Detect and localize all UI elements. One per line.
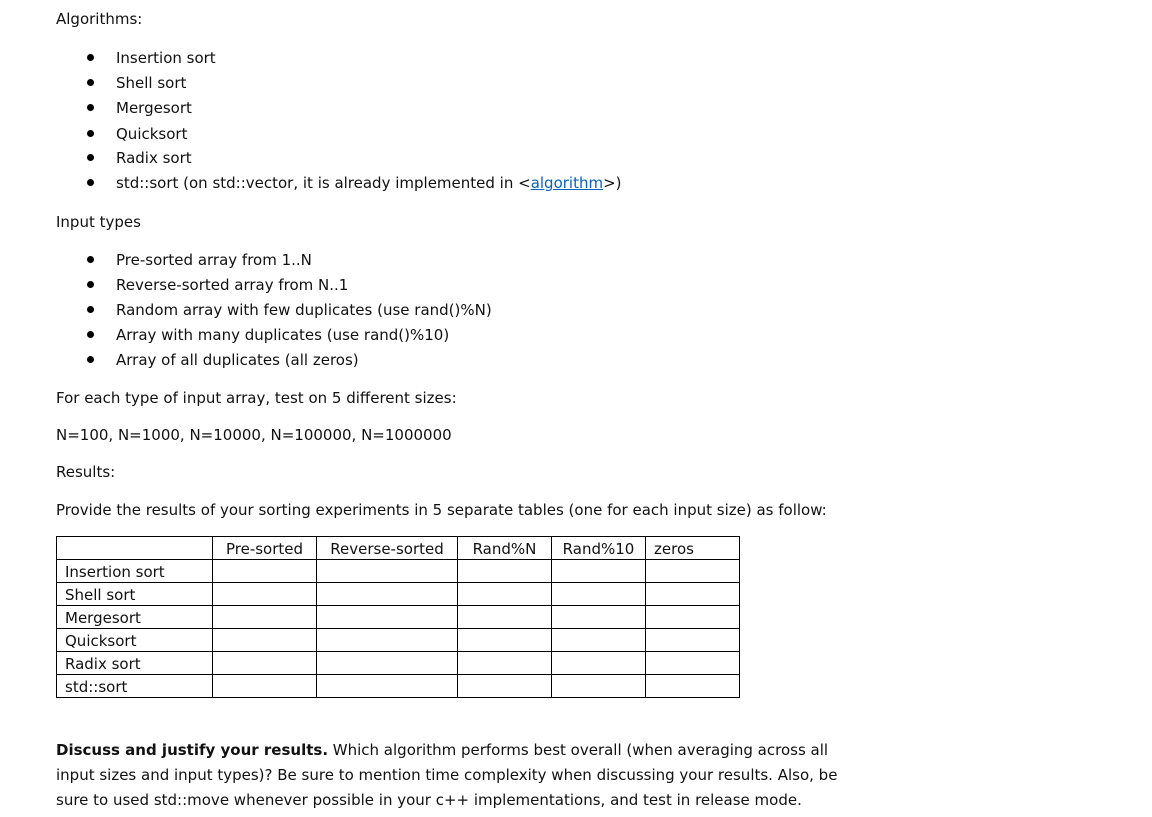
bullet-icon: [87, 130, 94, 137]
header-cell-pre-sorted: Pre-sorted: [213, 537, 317, 560]
table-cell: [552, 652, 646, 675]
row-label: Quicksort: [57, 629, 213, 652]
table-header-row: [57, 537, 740, 560]
algorithms-heading: Algorithms:: [56, 10, 143, 28]
table-cell: [646, 606, 740, 629]
table-cell: [552, 606, 646, 629]
discussion-text: Which algorithm performs best overall (when averaging across all input sizes and input types)? Be sure to mention time complexity when discussing your results. Also, be sure to used std::move whenever possible in your c++ implementations, and test in release mode.: [56, 741, 838, 809]
table-cell: [317, 560, 458, 583]
table-cell: [317, 652, 458, 675]
document-page: Algorithms: Insertion sort Shell sort Mergesort Quicksort Radix sort std::sort (on std::vector, it is already implemented in <algorithm>) Input types Pre-sorted array from 1..N Reverse-sorted array from N..1 Random array with few duplicates (use rand()%N) Array with many duplicates (use rand()%10) Array of all duplicates (all zeros) For each type of input array, test on 5 different sizes: N=100, N=1000, N=10000, N=100000, N=1000000 Results: Provide the results of your sorting experiments in 5 separate tables (one for each input size) as follow: Pre-sorted Reverse-sorted Rand%N Rand%10 zeros Insertion sort Shell sort Mergesort Quicksort Radix sort std::sort Discuss and justify your results. Which algorithm performs best overall (when averaging across all input sizes and input types)? Be sure to mention time complexity when discussing your results. Also, be sure to used std::move whenever possible in your c++ implementations, and test in release mode.: [0, 0, 1152, 817]
table-row: [57, 583, 740, 606]
header-cell-empty: [57, 537, 213, 560]
table-cell: [552, 675, 646, 698]
table-cell: [213, 606, 317, 629]
results-intro: Provide the results of your sorting experiments in 5 separate tables (one for each input size) as follow:: [56, 501, 827, 519]
bullet-icon: [87, 281, 94, 288]
discussion-paragraph: [56, 738, 846, 813]
table-row: [57, 606, 740, 629]
table-cell: [213, 652, 317, 675]
row-label: std::sort: [57, 675, 213, 698]
row-label: Insertion sort: [57, 560, 213, 583]
bullet-icon: [87, 54, 94, 61]
sizes-intro: For each type of input array, test on 5 different sizes:: [56, 389, 457, 407]
table-cell: [458, 629, 552, 652]
bullet-icon: [87, 104, 94, 111]
table-cell: [646, 652, 740, 675]
table-cell: [317, 675, 458, 698]
table-cell: [458, 583, 552, 606]
header-cell-zeros: zeros: [646, 537, 740, 560]
bullet-icon: [87, 79, 94, 86]
table-row: [57, 560, 740, 583]
table-cell: [646, 560, 740, 583]
table-cell: [646, 629, 740, 652]
table-row: [57, 629, 740, 652]
table-cell: [213, 629, 317, 652]
bullet-icon: [87, 331, 94, 338]
header-cell-rand-10: Rand%10: [552, 537, 646, 560]
table-cell: [646, 583, 740, 606]
table-cell: [317, 606, 458, 629]
table-cell: [552, 629, 646, 652]
results-heading: Results:: [56, 463, 116, 481]
row-label: Shell sort: [57, 583, 213, 606]
row-label: Radix sort: [57, 652, 213, 675]
table-row: [57, 675, 740, 698]
algorithm-link[interactable]: algorithm: [530, 174, 604, 192]
bullet-icon: [87, 306, 94, 313]
input-types-heading: Input types: [56, 213, 141, 231]
table-row: [57, 652, 740, 675]
std-sort-prefix: std::sort (on std::vector, it is already implemented in <: [116, 174, 531, 192]
table-cell: [458, 675, 552, 698]
std-sort-suffix: >): [603, 174, 622, 192]
bullet-icon: [87, 256, 94, 263]
bullet-icon: [87, 356, 94, 363]
table-cell: [458, 560, 552, 583]
discussion-bold: Discuss and justify your results.: [56, 741, 329, 759]
table-cell: [213, 560, 317, 583]
results-table: [56, 536, 740, 698]
table-cell: [458, 606, 552, 629]
table-cell: [458, 652, 552, 675]
sizes-list: N=100, N=1000, N=10000, N=100000, N=1000000: [56, 426, 452, 444]
table-cell: [646, 675, 740, 698]
table-cell: [317, 629, 458, 652]
table-cell: [317, 583, 458, 606]
bullet-icon: [87, 179, 94, 186]
table-cell: [213, 583, 317, 606]
table-cell: [552, 560, 646, 583]
table-cell: [213, 675, 317, 698]
header-cell-reverse-sorted: Reverse-sorted: [317, 537, 458, 560]
row-label: Mergesort: [57, 606, 213, 629]
table-cell: [552, 583, 646, 606]
header-cell-rand-n: Rand%N: [458, 537, 552, 560]
bullet-icon: [87, 154, 94, 161]
